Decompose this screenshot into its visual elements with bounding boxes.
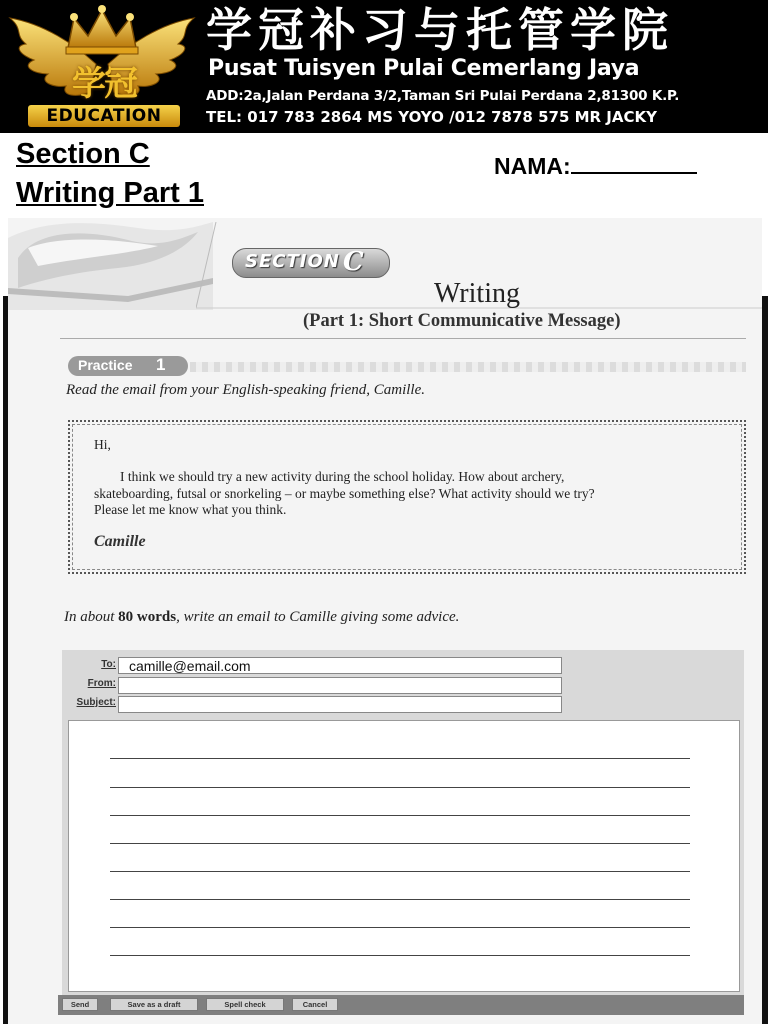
title-english: Pusat Tuisyen Pulai Cemerlang Jaya — [208, 56, 640, 81]
email-line-1: I think we should try a new activity during the school holiday. How about archery, — [120, 469, 565, 484]
from-field[interactable] — [118, 677, 562, 694]
save-draft-button[interactable]: Save as a draft — [110, 998, 198, 1011]
practice-strip — [190, 362, 746, 372]
logo — [4, 4, 200, 130]
practice-number: 1 — [156, 355, 166, 374]
practice-label: Practice — [78, 357, 133, 373]
writing-line[interactable] — [110, 955, 690, 956]
email-greeting: Hi, — [94, 437, 111, 452]
instruction-write: In about 80 words, write an email to Camille giving some advice. — [64, 609, 460, 625]
subject-label: Subject: — [76, 697, 116, 708]
writing-line[interactable] — [110, 758, 690, 759]
name-label: NAMA: — [494, 153, 571, 179]
writing-line[interactable] — [110, 899, 690, 900]
scan-subheading: (Part 1: Short Communicative Message) — [303, 311, 621, 331]
logo-chinese-text: 学冠 — [72, 64, 136, 104]
email-line-2: skateboarding, futsal or snorkeling – or maybe something else? What activity should we try? — [94, 486, 595, 501]
from-label: From: — [87, 678, 116, 689]
part-label: Writing Part 1 — [16, 177, 204, 209]
section-badge-letter: C — [343, 247, 364, 277]
spell-check-button[interactable]: Spell check — [206, 998, 284, 1011]
logo-education-text: EDUCATION — [28, 105, 180, 127]
address: ADD:2a,Jalan Perdana 3/2,Taman Sri Pulai Perdana 2,81300 K.P. — [206, 88, 680, 104]
practice-badge — [68, 356, 188, 376]
scan-edge-left — [3, 296, 8, 1024]
email-line-3: Please let me know what you think. — [94, 502, 287, 517]
instruction-read: Read the email from your English-speaking friend, Camille. — [66, 382, 425, 398]
writing-line[interactable] — [110, 927, 690, 928]
cancel-button[interactable]: Cancel — [292, 998, 338, 1011]
writing-line[interactable] — [110, 815, 690, 816]
writing-line[interactable] — [110, 871, 690, 872]
writing-line[interactable] — [110, 787, 690, 788]
scan-edge-right — [762, 296, 768, 1024]
section-badge — [232, 248, 390, 278]
name-field[interactable] — [494, 152, 697, 180]
name-blank-line[interactable] — [571, 152, 697, 174]
word-count: 80 words — [118, 609, 177, 625]
section-badge-label: SECTION — [245, 251, 340, 272]
subject-field[interactable] — [118, 696, 562, 713]
writing-line[interactable] — [110, 843, 690, 844]
scan-heading: Writing — [434, 278, 520, 309]
section-label: Section C — [16, 138, 150, 170]
title-chinese: 学冠补习与托管学院 — [206, 3, 674, 57]
header-banner — [0, 0, 768, 133]
send-button[interactable]: Send — [62, 998, 98, 1011]
to-field[interactable]: camille@email.com — [118, 657, 562, 674]
email-signature: Camille — [94, 533, 146, 550]
message-body[interactable] — [68, 720, 740, 992]
water-splash-icon — [8, 218, 213, 310]
heading-divider — [60, 338, 746, 339]
telephone: TEL: 017 783 2864 MS YOYO /012 7878 575 MR JACKY — [206, 108, 657, 126]
to-label: To: — [101, 659, 116, 670]
